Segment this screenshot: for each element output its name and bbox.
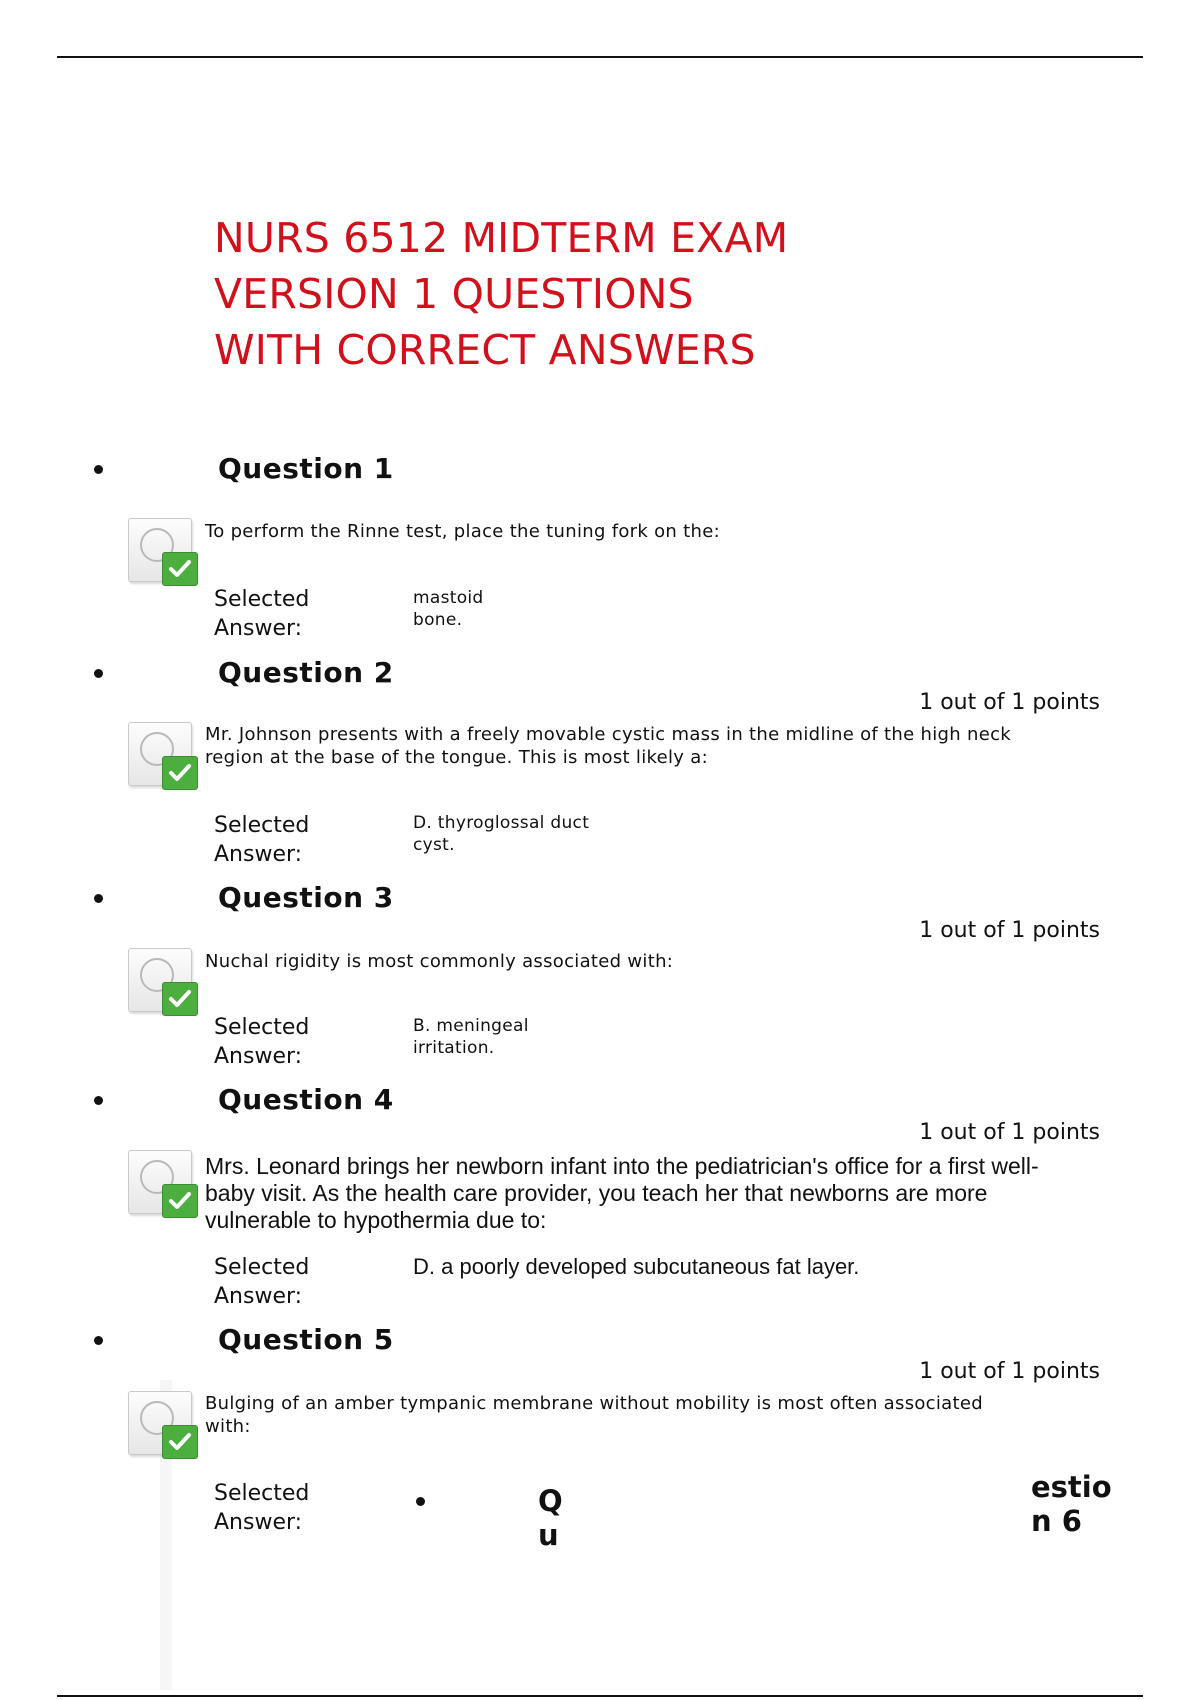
graded-check-icon	[128, 518, 198, 588]
selected-answer-label: Selected Answer:	[214, 1481, 310, 1535]
question-1-heading: Question 1	[218, 452, 394, 485]
question-3-points: 1 out of 1 points	[919, 918, 1100, 943]
question-3-answer: B. meningeal irritation.	[413, 1016, 529, 1058]
bullet-icon	[94, 1336, 103, 1345]
selected-answer-label: Selected Answer:	[214, 1255, 310, 1309]
graded-check-icon	[128, 722, 198, 792]
question-2-points: 1 out of 1 points	[919, 690, 1100, 715]
bullet-icon	[94, 1096, 103, 1105]
question-4-points: 1 out of 1 points	[919, 1120, 1100, 1145]
question-4-answer: D. a poorly developed subcutaneous fat layer.	[413, 1254, 860, 1279]
question-6-fragment-left: Q u	[538, 1484, 563, 1552]
title-line: VERSION 1 QUESTIONS	[214, 270, 694, 318]
question-1-text: To perform the Rinne test, place the tuning fork on the:	[205, 521, 720, 542]
bullet-icon	[416, 1497, 425, 1506]
question-6-fragment-right: estio n 6	[1031, 1470, 1112, 1538]
title-line: NURS 6512 MIDTERM EXAM	[214, 214, 789, 262]
question-4-heading: Question 4	[218, 1083, 394, 1116]
question-1-answer: mastoid bone.	[413, 588, 484, 630]
document-title	[214, 210, 788, 378]
question-5-heading: Question 5	[218, 1323, 394, 1356]
bullet-icon	[94, 669, 103, 678]
selected-answer-label: Selected Answer:	[214, 1015, 310, 1069]
title-line: WITH CORRECT ANSWERS	[214, 326, 756, 374]
graded-check-icon	[128, 1150, 198, 1220]
selected-answer-label: Selected Answer:	[214, 587, 310, 641]
question-2-heading: Question 2	[218, 656, 394, 689]
selected-answer-label: Selected Answer:	[214, 813, 310, 867]
bullet-icon	[94, 465, 103, 474]
question-3-text: Nuchal rigidity is most commonly associated with:	[205, 951, 674, 972]
question-5-text: Bulging of an amber tympanic membrane without mobility is most often associated with:	[205, 1393, 983, 1437]
graded-check-icon	[128, 948, 198, 1018]
bullet-icon	[94, 894, 103, 903]
question-2-text: Mr. Johnson presents with a freely movable cystic mass in the midline of the high neck region at the base of the tongue. This is most likely a:	[205, 724, 1011, 768]
top-rule	[57, 56, 1143, 58]
bottom-rule	[57, 1695, 1143, 1697]
graded-check-icon	[128, 1391, 198, 1461]
question-2-answer: D. thyroglossal duct cyst.	[413, 813, 590, 855]
question-5-points: 1 out of 1 points	[919, 1359, 1100, 1384]
question-4-text: Mrs. Leonard brings her newborn infant into the pediatrician's office for a first well-baby visit. As the health care provider, you teach her that newborns are more vulnerable to hypothermia due to:	[205, 1153, 1039, 1233]
question-3-heading: Question 3	[218, 881, 394, 914]
